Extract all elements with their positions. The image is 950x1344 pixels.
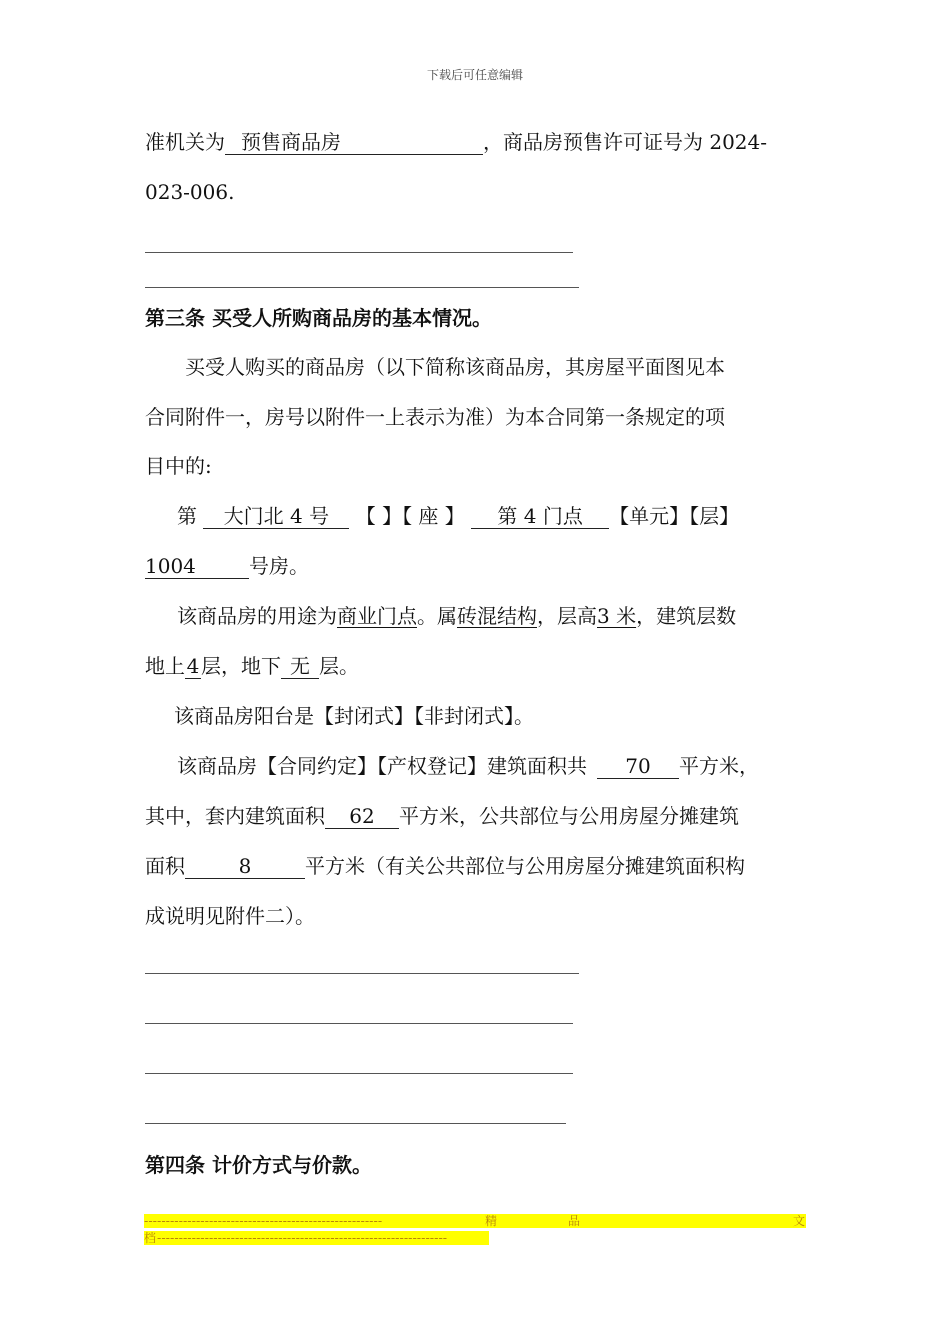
location-line	[177, 501, 739, 531]
floors-prefix: 地上	[145, 654, 185, 678]
shared-suffix: 平方米（有关公共部位与公用房屋分摊建筑面积构	[305, 854, 745, 878]
blank-rule	[145, 1023, 573, 1024]
footer-char: 精	[485, 1214, 498, 1228]
shared-area-line	[145, 851, 745, 881]
usage-value: 商业门点	[337, 604, 417, 628]
usage-prefix: 该商品房的用途为	[177, 604, 337, 628]
page-header: 下载后可任意编辑	[426, 68, 523, 82]
article-4-title: 第四条 计价方式与价款。	[145, 1153, 372, 1177]
unit-floor-label: 【单元】【层】	[609, 504, 740, 528]
inner-area-line	[145, 801, 739, 831]
inner-prefix: 其中，套内建筑面积	[145, 804, 325, 828]
structure-value: 砖混结构	[457, 604, 537, 628]
blank-rule	[145, 973, 579, 974]
floors-suffix: 层。	[319, 654, 359, 678]
shared-area: 8	[185, 854, 305, 879]
footer-banner-line-1	[144, 1214, 806, 1228]
height-prefix: ，层高	[537, 604, 597, 628]
room-suffix: 号房。	[249, 554, 309, 578]
blank-rule	[145, 252, 573, 253]
article-3-intro-2: 合同附件一，房号以附件一上表示为准）为本合同第一条规定的项	[145, 405, 725, 429]
area-line	[177, 751, 759, 781]
door-number: 大门北 4 号	[203, 504, 349, 529]
room-line	[145, 551, 309, 581]
inner-suffix: 平方米，公共部位与公用房屋分摊建筑	[399, 804, 739, 828]
floors-below: 无	[281, 654, 319, 679]
footer-dashes: -------------------------------------------------------------------	[157, 1231, 448, 1245]
balcony-line: 该商品房阳台是【封闭式】【非封闭式】。	[174, 704, 534, 728]
article-3-intro-1: 买受人购买的商品房（以下简称该商品房，其房屋平面图见本	[185, 355, 725, 379]
unit-number: 第 4 门点	[471, 504, 609, 529]
footer-char: 档	[144, 1231, 157, 1245]
footer-char: 文	[793, 1214, 806, 1228]
shared-area-note: 成说明见附件二）。	[145, 904, 315, 928]
height-value: 3 米	[597, 604, 637, 628]
permit-text: ，商品房预售许可证号为 2024-	[483, 130, 768, 154]
footer-banner-line-2	[144, 1231, 489, 1245]
inner-area: 62	[325, 804, 399, 829]
location-di: 第	[177, 504, 197, 528]
area-prefix: 该商品房【合同约定】【产权登记】建筑面积共	[177, 754, 587, 778]
blank-rule	[145, 1123, 566, 1124]
shared-prefix: 面积	[145, 854, 185, 878]
usage-mid: 。属	[417, 604, 457, 628]
blank-rule	[145, 1073, 573, 1074]
floors-above: 4	[186, 654, 200, 678]
approval-prefix: 准机关为	[145, 130, 225, 154]
bracket-open: 【	[355, 504, 376, 528]
area-unit: 平方米，	[679, 754, 759, 778]
usage-line	[177, 601, 736, 631]
bracket-close-seat: 】【 座 】	[382, 504, 465, 528]
permit-number-continued: 023-006.	[145, 180, 235, 204]
height-suffix: ，建筑层数	[636, 604, 737, 628]
approval-value: 预售商品房	[225, 130, 483, 155]
floors-line	[145, 651, 359, 681]
blank-rule	[145, 287, 579, 288]
article-3-intro-3: 目中的:	[145, 454, 212, 478]
floors-mid: 层，地下	[201, 654, 281, 678]
footer-dashes: -------------------------------------------------------	[144, 1214, 383, 1228]
room-number: 1004	[145, 554, 249, 579]
footer-char: 品	[568, 1214, 581, 1228]
approval-line	[145, 127, 767, 157]
total-area: 70	[597, 754, 679, 779]
article-3-title: 第三条 买受人所购商品房的基本情况。	[145, 306, 492, 330]
